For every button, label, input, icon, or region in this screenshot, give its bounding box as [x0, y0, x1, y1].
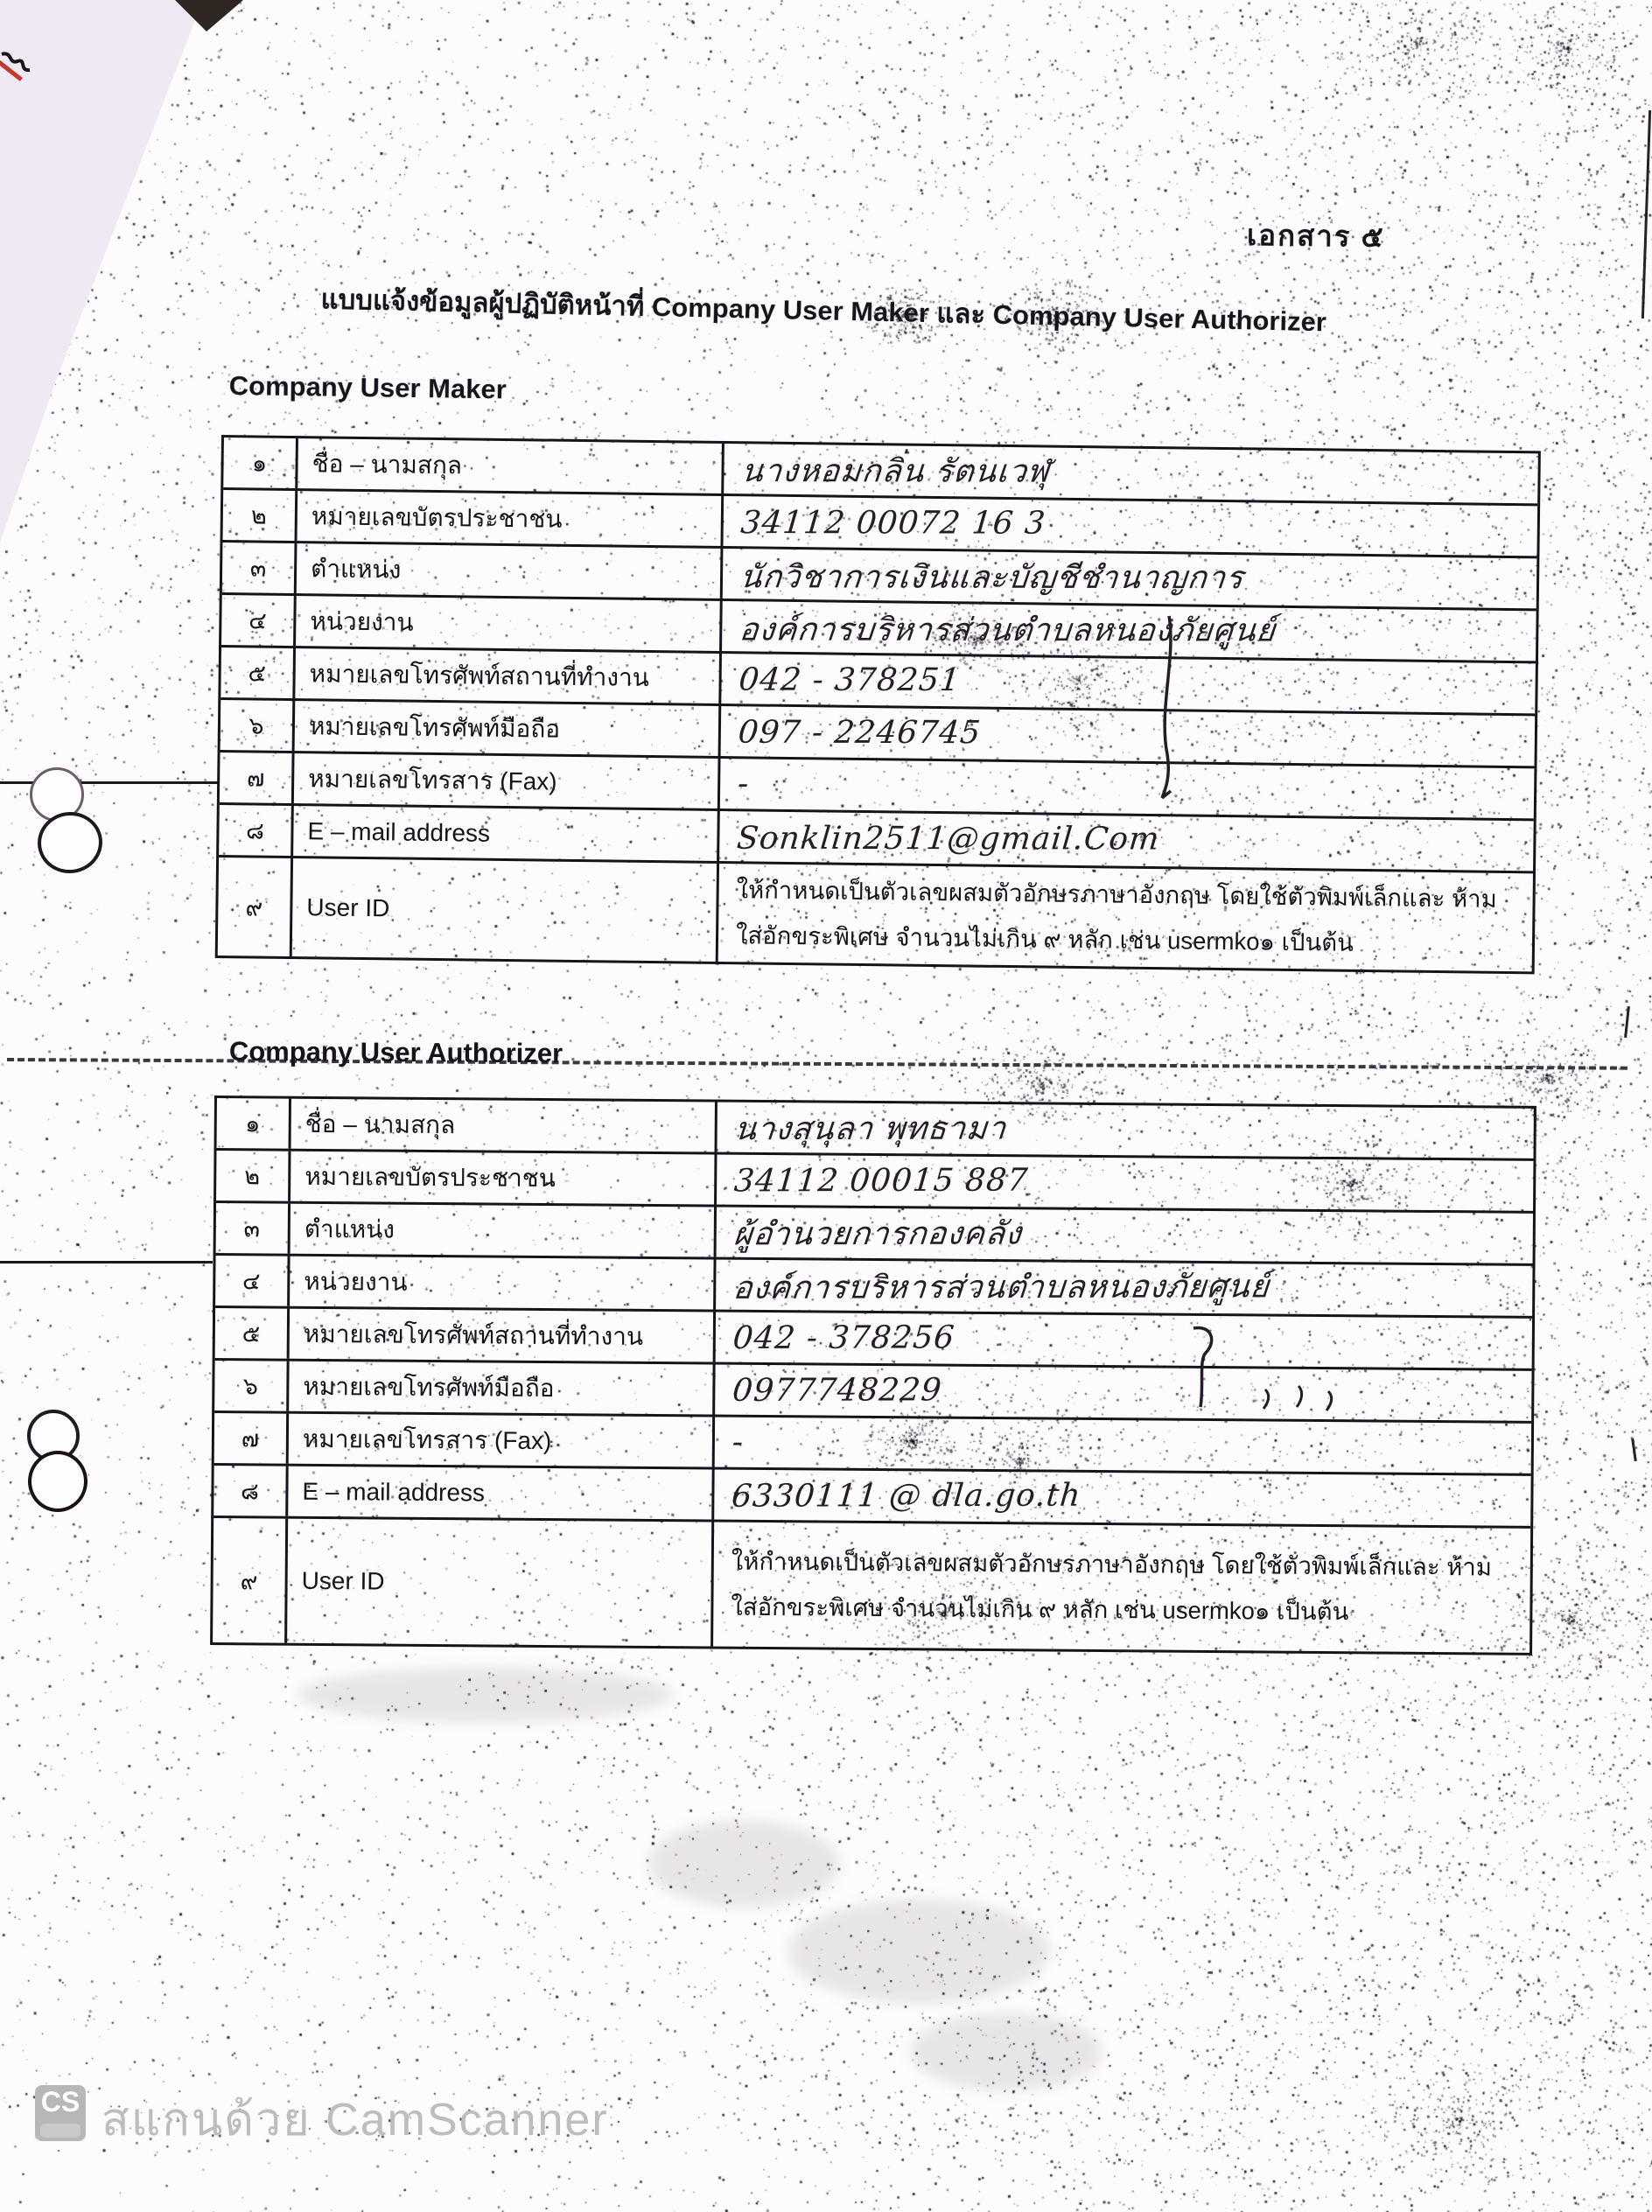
- row-number: ๓: [216, 1203, 290, 1254]
- row-label: ชื่อ – นามสกุล: [291, 1099, 718, 1152]
- row-value-handwritten: -: [736, 766, 752, 802]
- row-value-handwritten: -: [731, 1424, 746, 1460]
- camscanner-logo: [35, 2085, 86, 2141]
- row-label: User ID: [292, 858, 719, 962]
- section-heading-maker: Company User Maker: [228, 370, 507, 405]
- row-value-handwritten: 0977748229: [731, 1372, 944, 1409]
- camscanner-logo-bar: [40, 2124, 80, 2138]
- row-label: หมายเลขบัตรประชาชน: [290, 1152, 717, 1205]
- row-value-printed: ให้กำหนดเป็นตัวเลขผสมตัวอักษรภาษาอังกฤษ โดยใช้ตัวพิมพ์เล็กและ ห้ามใส่อักขระพิเศษ จำนวนไม่เกิน ๙ หลัก เช่น usermko๑ เป็นต้น: [735, 875, 1497, 956]
- row-number: ๒: [223, 490, 298, 541]
- pen-mark-stroke: [1186, 1323, 1230, 1419]
- row-number: ๓: [222, 542, 298, 593]
- authorizer-table: [210, 1096, 1536, 1656]
- row-value-handwritten: นางสุนุลา พุทธามา: [732, 1110, 1008, 1148]
- row-number: ๗: [220, 752, 295, 803]
- row-number: ๔: [215, 1256, 290, 1306]
- row-value-handwritten: นักวิชาการเงินและบัญชีชำนาญการ: [738, 559, 1246, 597]
- row-value-handwritten: 34112 00072 16 3: [738, 505, 1047, 542]
- row-value-printed: ให้กำหนดเป็นตัวเลขผสมตัวอักษรภาษาอังกฤษ โดยใช้ตัวพิมพ์เล็กและ ห้ามใส่อักขระพิเศษ จำนวนไม่เกิน ๙ หลัก เช่น usermko๑ เป็นต้น: [731, 1547, 1493, 1626]
- row-label: ชื่อ – นามสกุล: [298, 438, 724, 494]
- row-label: ตำแหน่ง: [297, 543, 724, 598]
- row-number: ๔: [221, 595, 297, 646]
- page-title: แบบแจ้งข้อมูลผู้ปฏิบัติหน้าที่ Company User Maker และ Company User Authorizer: [320, 284, 1327, 338]
- ink-ghost-smudge: [788, 1899, 1050, 2004]
- ink-ghost-smudge: [910, 2012, 1102, 2091]
- pen-comma-marks: [1260, 1382, 1339, 1418]
- row-label: หมายเลขโทรศัพท์สถานที่ทำงาน: [290, 1309, 716, 1362]
- table-row: [213, 1518, 1530, 1653]
- row-label: E – mail address: [293, 806, 720, 861]
- row-number: ๕: [215, 1308, 290, 1359]
- left-margin-line-2: [0, 1261, 213, 1264]
- row-number: ๖: [214, 1361, 289, 1411]
- doc-ref-label: เอกสาร ๕: [1246, 218, 1385, 254]
- maker-table: [215, 435, 1541, 974]
- row-label: หมายเลขโทรศัพท์มือถือ: [295, 701, 722, 756]
- row-number: ๘: [219, 805, 294, 856]
- row-value-handwritten: Sonklin2511@gmail.Com: [735, 820, 1162, 858]
- row-number: ๑: [223, 438, 298, 488]
- table-row: [218, 858, 1533, 971]
- pen-descender-stroke: [1157, 614, 1192, 807]
- row-label: User ID: [287, 1519, 714, 1647]
- section-heading-authorizer: Company User Authorizer: [228, 1036, 564, 1069]
- row-number: ๖: [220, 700, 296, 751]
- row-value-handwritten: 042 - 378256: [731, 1320, 956, 1356]
- hole-punch: [28, 1451, 88, 1512]
- edge-squiggle-mark: [0, 49, 35, 84]
- row-label: หมายเลขโทรสาร (Fax): [294, 753, 721, 808]
- row-value-handwritten: ผู้อำนวยการกองคลัง: [732, 1215, 1024, 1253]
- row-value-handwritten: 097 - 2246745: [736, 714, 983, 752]
- row-value-handwritten: นางหอมกลิ่น รัตนเวฬุ: [739, 453, 1052, 490]
- row-label: ตำแหน่ง: [290, 1204, 717, 1257]
- row-label: หมายเลขโทรศัพท์มือถือ: [289, 1362, 715, 1415]
- row-number: ๑: [217, 1098, 291, 1149]
- row-number: ๙: [218, 858, 293, 956]
- row-number: ๙: [213, 1518, 288, 1643]
- row-value-handwritten: 6330111 @ dla.go.th: [730, 1477, 1083, 1515]
- row-number: ๒: [216, 1151, 290, 1201]
- row-number: ๗: [214, 1413, 289, 1464]
- row-number: ๕: [220, 648, 296, 698]
- row-label: หมายเลขโทรสาร (Fax): [289, 1414, 715, 1467]
- row-value-handwritten: 042 - 378251: [737, 662, 962, 698]
- ink-ghost-smudge: [298, 1667, 674, 1723]
- camscanner-logo-text: CS: [40, 2086, 80, 2118]
- row-label: หน่วยงาน: [296, 596, 723, 651]
- row-label: หน่วยงาน: [290, 1256, 716, 1310]
- row-label: หมายเลขโทรศัพท์สถานที่ทำงาน: [295, 648, 722, 704]
- row-value-handwritten: 34112 00015 887: [732, 1162, 1030, 1200]
- row-value-handwritten: องค์การบริหารส่วนตำบลหนองภัยศูนย์: [732, 1269, 1271, 1306]
- row-label: หมายเลขบัตรประชาชน: [298, 491, 724, 546]
- row-number: ๘: [214, 1466, 288, 1516]
- row-value-handwritten: องค์การบริหารส่วนตำบลหนองภัยศูนย์: [738, 612, 1278, 649]
- row-label: E – mail address: [288, 1466, 714, 1520]
- ink-ghost-smudge: [648, 1820, 840, 1908]
- camscanner-watermark-text: สแกนด้วย CamScanner: [102, 2095, 609, 2146]
